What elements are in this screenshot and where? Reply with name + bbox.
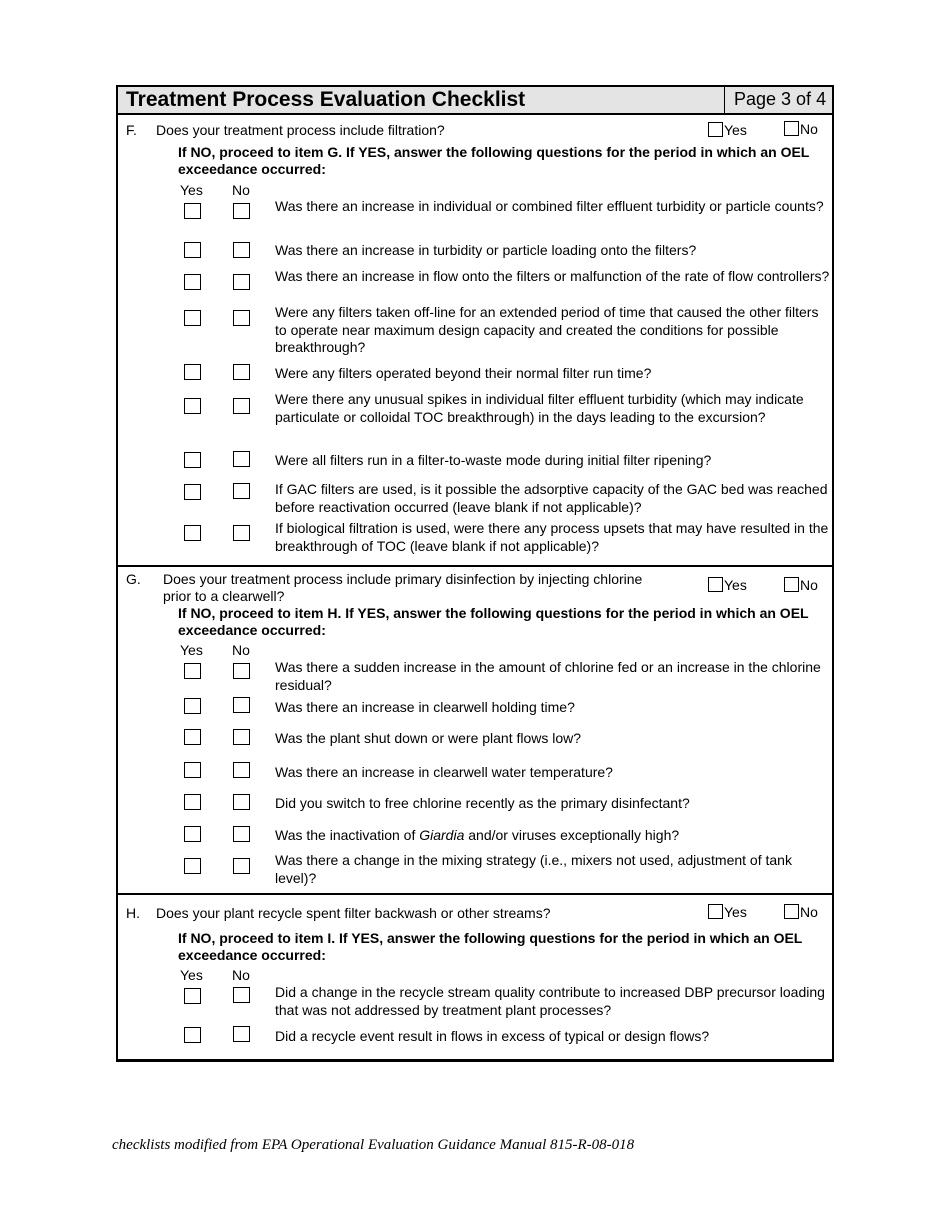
yes-checkbox[interactable] [184, 484, 201, 500]
yes-checkbox[interactable] [184, 364, 201, 380]
no-checkbox[interactable] [233, 826, 250, 842]
header-divider [724, 87, 725, 113]
no-checkbox[interactable] [233, 1026, 250, 1042]
section-no-checkbox[interactable] [784, 577, 799, 592]
no-checkbox[interactable] [233, 242, 250, 258]
yes-checkbox[interactable] [184, 310, 201, 326]
no-checkbox[interactable] [233, 483, 250, 499]
footer-note: checklists modified from EPA Operational Evaluation Guidance Manual 815-R-08-018 [112, 1137, 635, 1153]
question-text: Was there an increase in clearwell holding time? [275, 699, 575, 715]
question-text: Was there an increase in flow onto the filters or malfunction of the rate of flow controllers? [275, 268, 830, 284]
question-text: Were any filters operated beyond their normal filter run time? [275, 365, 652, 381]
no-column-header: No [232, 642, 250, 658]
question-text: Was there an increase in turbidity or particle loading onto the filters? [275, 242, 697, 258]
yes-checkbox[interactable] [184, 525, 201, 541]
section-no-label: No [800, 121, 818, 137]
section-letter: H. [126, 905, 140, 921]
section-instruction: If NO, proceed to item H. If YES, answer the following questions for the period in which an OEL exceedance occurred: [178, 605, 809, 638]
yes-checkbox[interactable] [184, 698, 201, 714]
no-checkbox[interactable] [233, 364, 250, 380]
form-header [118, 87, 832, 115]
question-text: Were there any unusual spikes in individual filter effluent turbidity (which may indicate particulate or colloidal TOC breakthrough) in the days leading to the excursion? [275, 391, 804, 425]
yes-checkbox[interactable] [184, 398, 201, 414]
question-text: Was the plant shut down or were plant flows low? [275, 730, 582, 746]
section-question-line-2: prior to a clearwell? [163, 588, 285, 604]
no-checkbox[interactable] [233, 729, 250, 745]
section-yes-checkbox[interactable] [708, 122, 723, 137]
section-yes-checkbox[interactable] [708, 904, 723, 919]
question-text: Was there a sudden increase in the amount of chlorine fed or an increase in the chlorine residual? [275, 659, 821, 693]
question-text: Was there a change in the mixing strategy (i.e., mixers not used, adjustment of tank level)? [275, 852, 792, 886]
question-text: If biological filtration is used, were there any process upsets that may have resulted in the breakthrough of TOC (leave blank if not applicable)? [275, 520, 829, 554]
yes-checkbox[interactable] [184, 794, 201, 810]
no-checkbox[interactable] [233, 697, 250, 713]
section-question: Does your plant recycle spent filter backwash or other streams? [156, 905, 551, 921]
no-checkbox[interactable] [233, 794, 250, 810]
section-letter: G. [126, 571, 141, 587]
no-checkbox[interactable] [233, 203, 250, 219]
question-text: Did a recycle event result in flows in excess of typical or design flows? [275, 1028, 710, 1044]
section-g [118, 567, 832, 892]
question-text: Were all filters run in a filter-to-waste mode during initial filter ripening? [275, 452, 712, 468]
yes-checkbox[interactable] [184, 988, 201, 1004]
yes-checkbox[interactable] [184, 1027, 201, 1043]
yes-checkbox[interactable] [184, 729, 201, 745]
checklist-form [116, 85, 834, 1062]
section-h [118, 895, 832, 1060]
no-checkbox[interactable] [233, 451, 250, 467]
no-checkbox[interactable] [233, 663, 250, 679]
section-yes-checkbox[interactable] [708, 577, 723, 592]
section-instruction: If NO, proceed to item G. If YES, answer the following questions for the period in which an OEL exceedance occurred: [178, 144, 810, 177]
question-text: If GAC filters are used, is it possible the adsorptive capacity of the GAC bed was reached before reactivation occurred (leave blank if not applicable)? [275, 481, 828, 515]
question-text: Was there an increase in individual or combined filter effluent turbidity or particle counts? [275, 198, 824, 214]
no-checkbox[interactable] [233, 274, 250, 290]
section-yes-label: Yes [724, 122, 747, 138]
no-column-header: No [232, 967, 250, 983]
yes-checkbox[interactable] [184, 203, 201, 219]
question-text: Was the inactivation of Giardia and/or viruses exceptionally high? [275, 827, 680, 843]
section-yes-label: Yes [724, 577, 747, 593]
yes-checkbox[interactable] [184, 274, 201, 290]
section-no-checkbox[interactable] [784, 121, 799, 136]
yes-column-header: Yes [180, 967, 203, 983]
question-text: Were any filters taken off-line for an extended period of time that caused the other filters to operate near maximum design capacity and created the conditions for possible breakthrough? [275, 304, 819, 355]
yes-checkbox[interactable] [184, 452, 201, 468]
section-no-label: No [800, 577, 818, 593]
italic-term: Giardia [419, 827, 465, 843]
no-checkbox[interactable] [233, 858, 250, 874]
section-instruction: If NO, proceed to item I. If YES, answer the following questions for the period in which an OEL exceedance occurred: [178, 930, 803, 963]
section-letter: F. [126, 122, 137, 138]
no-column-header: No [232, 182, 250, 198]
yes-column-header: Yes [180, 642, 203, 658]
question-text: Did a change in the recycle stream quality contribute to increased DBP precursor loading that was not addressed by treatment plant processes? [275, 984, 825, 1018]
yes-column-header: Yes [180, 182, 203, 198]
section-no-label: No [800, 904, 818, 920]
question-text: Was there an increase in clearwell water temperature? [275, 764, 613, 780]
no-checkbox[interactable] [233, 310, 250, 326]
section-yes-label: Yes [724, 904, 747, 920]
section-f [118, 115, 832, 565]
page-number: Page 3 of 4 [734, 89, 827, 109]
yes-checkbox[interactable] [184, 858, 201, 874]
yes-checkbox[interactable] [184, 826, 201, 842]
section-question-line-1: Does your treatment process include primary disinfection by injecting chlorine [163, 571, 643, 587]
section-no-checkbox[interactable] [784, 904, 799, 919]
question-text: Did you switch to free chlorine recently as the primary disinfectant? [275, 795, 690, 811]
yes-checkbox[interactable] [184, 242, 201, 258]
yes-checkbox[interactable] [184, 663, 201, 679]
no-checkbox[interactable] [233, 525, 250, 541]
page-title: Treatment Process Evaluation Checklist [126, 88, 526, 111]
section-question: Does your treatment process include filtration? [156, 122, 445, 138]
no-checkbox[interactable] [233, 398, 250, 414]
yes-checkbox[interactable] [184, 762, 201, 778]
no-checkbox[interactable] [233, 762, 250, 778]
no-checkbox[interactable] [233, 987, 250, 1003]
